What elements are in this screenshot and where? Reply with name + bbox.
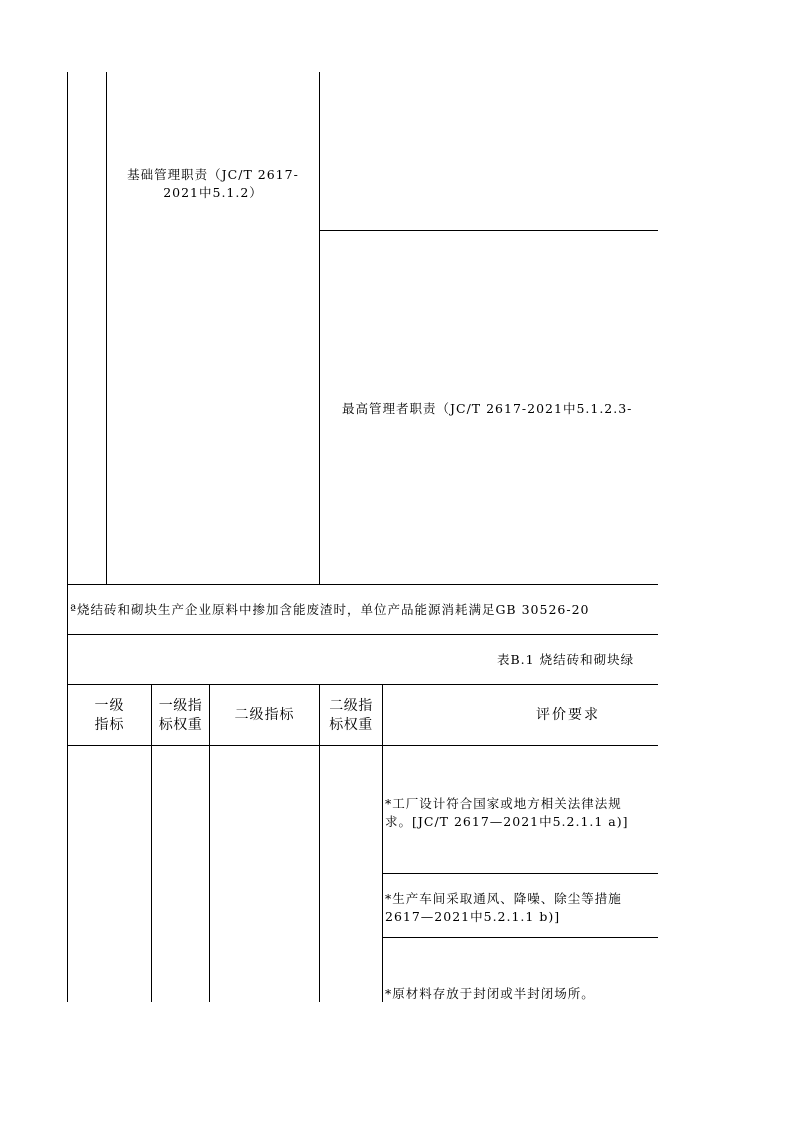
header-level1-weight: 一级指 标权重 — [158, 698, 203, 733]
upper-row-divider — [319, 230, 658, 231]
table-col-divider-2 — [209, 684, 210, 1002]
row-divider-2 — [382, 937, 658, 938]
basic-management-duty-label: 基础管理职责（JC/T 2617- 2021中5.1.2） — [127, 167, 299, 200]
upper-col-divider-1 — [106, 72, 107, 584]
table-title: 表B.1 烧结砖和砌块绿 — [497, 652, 635, 667]
row-divider-1 — [382, 873, 658, 874]
header-level2-weight: 二级指 标权重 — [329, 698, 373, 733]
title-top-border — [67, 634, 658, 635]
requirement-row-2: *生产车间采取通风、降噪、除尘等措施 2617—2021中5.2.1.1 b)] — [385, 891, 622, 924]
table-col-divider-4 — [382, 684, 383, 1002]
top-manager-duty-label: 最高管理者职责（JC/T 2617-2021中5.1.2.3- — [342, 401, 633, 416]
footnote-text: ª烧结砖和砌块生产企业原料中掺加含能废渣时，单位产品能源消耗满足GB 30526-20 — [70, 602, 590, 617]
header-level1-indicator: 一级 指标 — [94, 698, 125, 733]
header-level2-indicator: 二级指标 — [234, 707, 295, 723]
upper-col-divider-2 — [319, 72, 320, 584]
header-top-border — [67, 684, 658, 685]
requirement-row-3: *原材料存放于封闭或半封闭场所。 — [385, 986, 595, 1001]
footnote-top-border — [67, 584, 658, 585]
requirement-row-1: *工厂设计符合国家或地方相关法律法规 求。[JC/T 2617—2021中5.2.1.1 a)] — [385, 796, 629, 829]
header-bottom-border — [67, 745, 658, 746]
upper-left-border — [67, 72, 68, 584]
header-evaluation-requirement: 评价要求 — [536, 707, 600, 723]
